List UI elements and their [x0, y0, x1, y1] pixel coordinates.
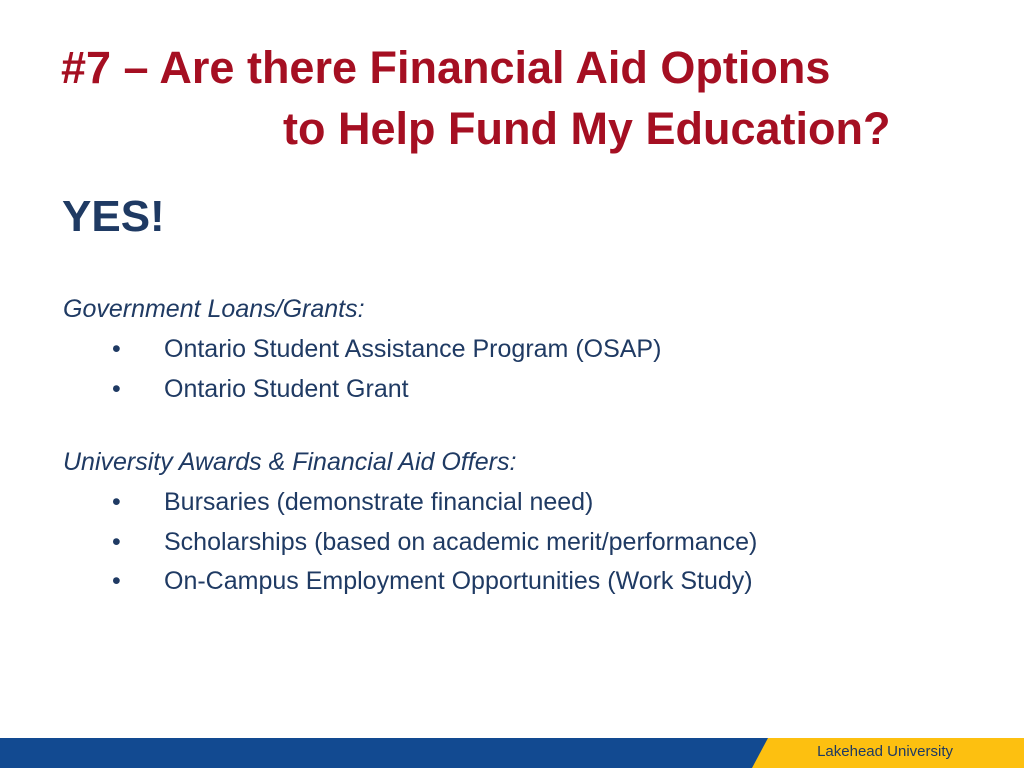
answer-heading: YES! — [62, 192, 165, 241]
bullet-icon: • — [112, 567, 121, 595]
footer-bar — [0, 738, 1024, 768]
footer-university-name: Lakehead University — [817, 743, 953, 760]
bullet-icon: • — [112, 488, 121, 516]
bullet-icon: • — [112, 335, 121, 363]
bullet-icon: • — [112, 374, 121, 403]
bullet-icon: • — [112, 527, 121, 556]
list-item-text: Ontario Student Assistance Program (OSAP) — [164, 335, 662, 363]
list-item-text: On-Campus Employment Opportunities (Work Study) — [164, 567, 753, 595]
list-item-text: Ontario Student Grant — [164, 374, 409, 403]
section-heading-university: University Awards & Financial Aid Offers: — [63, 448, 517, 476]
slide-title-line-1: #7 – Are there Financial Aid Options — [61, 42, 831, 93]
list-item-text: Bursaries (demonstrate financial need) — [164, 488, 594, 516]
slide-title-line-2: to Help Fund My Education? — [283, 103, 891, 154]
list-item-text: Scholarships (based on academic merit/performance) — [164, 527, 758, 556]
section-heading-government: Government Loans/Grants: — [63, 295, 365, 323]
